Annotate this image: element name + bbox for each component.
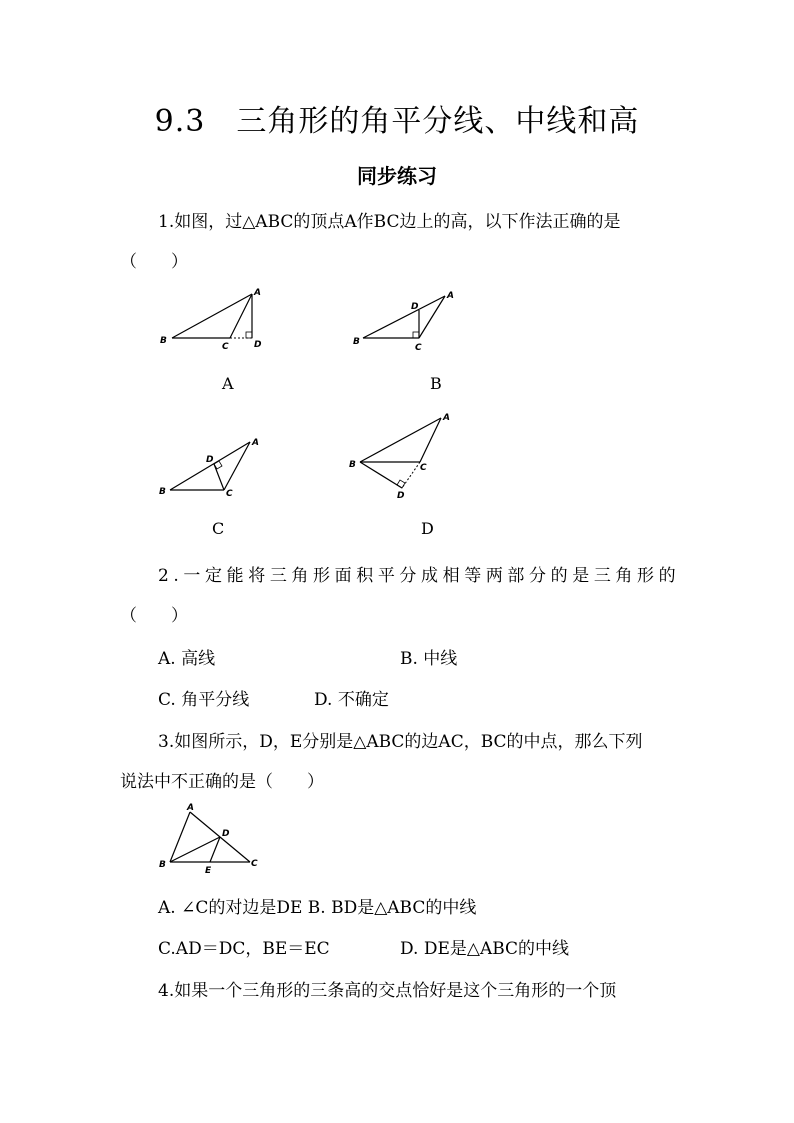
figure-c-label-c: C [226,489,233,499]
question-1-text: 1.如图，过△ABC的顶点A作BC边上的高，以下作法正确的是 [158,212,621,232]
figure-d-label-c: C [420,463,427,473]
figure-d-label-d: D [397,491,405,501]
question-3-text-continued: 说法中不正确的是（ ） [120,772,324,792]
question-3-figure-label-c: C [251,859,258,869]
figure-d-caption: D [421,519,434,538]
question-3-figure [150,800,270,875]
question-2-option-b: B. 中线 [400,649,458,669]
figure-a-label-d: D [254,340,262,350]
question-3-option-d: D. DE是△ABC的中线 [400,939,570,959]
page-subtitle: 同步练习 [357,164,437,188]
figure-c-label-a: A [252,438,259,448]
figure-a-caption: A [222,374,234,393]
question-2-answer-blank: （ ） [120,606,188,626]
figure-b-label-d: D [411,302,419,312]
figure-c-label-d: D [206,455,214,465]
figure-d-label-b: B [349,460,356,470]
question-3-option-c: C.AD＝DC，BE＝EC [158,939,330,959]
figure-b-caption: B [430,374,442,393]
question-1-figure-a [150,282,280,357]
question-2-option-c: C. 角平分线 [158,690,250,710]
question-3-option-a-b: A. ∠C的对边是DE B. BD是△ABC的中线 [158,898,477,918]
question-2-text: 2.一定能将三角形面积平分成相等两部分的是三角形的 [158,566,681,586]
question-1-figure-c [150,430,280,505]
figure-c-label-b: B [159,487,166,497]
figure-a-label-c: C [222,342,229,352]
question-1-figure-b [345,282,475,357]
figure-b-label-c: C [415,343,422,353]
figure-b-label-a: A [447,291,454,301]
question-1-answer-blank: （ ） [120,252,188,272]
figure-a-label-b: B [160,336,167,346]
figure-a-label-a: A [254,288,261,298]
question-3-text: 3.如图所示，D，E分别是△ABC的边AC，BC的中点，那么下列 [158,732,643,752]
question-4-text: 4.如果一个三角形的三条高的交点恰好是这个三角形的一个顶 [158,981,617,1001]
question-2-option-d: D. 不确定 [314,690,389,710]
question-3-figure-label-a: A [187,803,194,813]
figure-b-label-b: B [353,337,360,347]
question-3-figure-label-d: D [222,829,230,839]
question-3-figure-label-b: B [159,860,166,870]
page-title: 9.3 三角形的角平分线、中线和高 [154,104,640,139]
figure-d-label-a: A [443,413,450,423]
question-1-figure-d [340,405,470,505]
question-3-figure-label-e: E [205,866,212,875]
figure-c-caption: C [212,519,225,538]
question-2-option-a: A. 高线 [158,649,216,669]
